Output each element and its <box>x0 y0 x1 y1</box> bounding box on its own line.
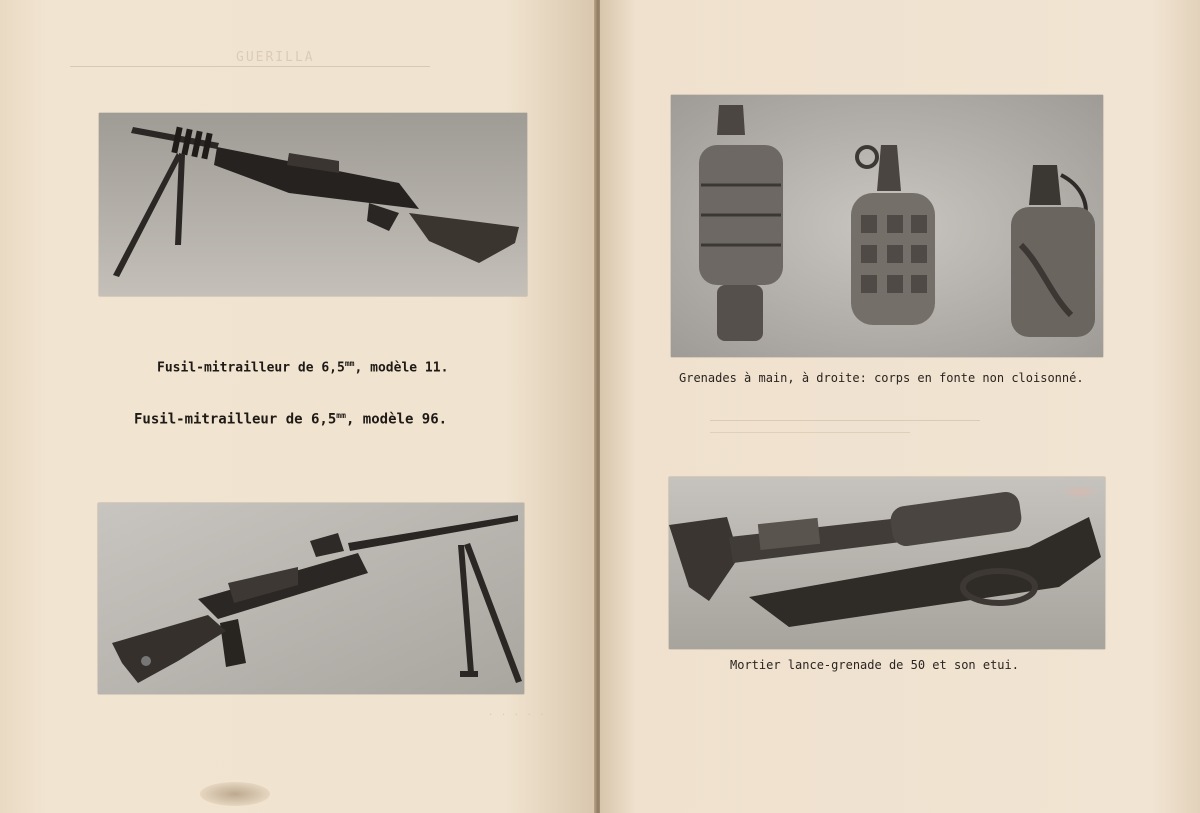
caption-model-96-prefix: Fusil-mitrailleur de 6,5 <box>134 411 337 428</box>
caption-grenades: Grenades à main, à droite: corps en fonte non cloisonné. <box>679 371 1084 385</box>
left-page <box>0 0 596 813</box>
caption-model-11-prefix: Fusil-mitrailleur de 6,5 <box>157 360 345 376</box>
caption-model-96-unit: mm <box>336 411 346 420</box>
grenade-launcher-mortar-photo <box>669 477 1105 649</box>
bleed-line-1 <box>710 420 980 421</box>
caption-model-96 <box>134 411 447 428</box>
caption-model-96-suffix: , modèle 96. <box>345 411 448 428</box>
red-ink-bleed <box>1060 485 1100 499</box>
right-page <box>600 0 1200 813</box>
hand-grenades-photo <box>671 95 1103 357</box>
caption-model-11-suffix: , modèle 11. <box>354 360 449 376</box>
machine-gun-model-11-photo <box>99 113 527 296</box>
caption-mortier: Mortier lance-grenade de 50 et son etui. <box>730 658 1019 672</box>
machine-gun-model-96-photo <box>98 503 524 694</box>
machine-gun-model-11-drawing <box>99 113 527 296</box>
bleed-line-2 <box>710 432 910 433</box>
grenade-launcher-mortar-drawing <box>669 477 1105 649</box>
bleed-marks-lower: . . . . . <box>488 708 546 718</box>
header-rule <box>70 66 430 67</box>
machine-gun-model-96-drawing <box>98 503 524 694</box>
header-bleed-text: GUERILLA <box>236 50 315 65</box>
caption-model-11-unit: mm <box>344 359 355 368</box>
caption-model-11 <box>157 359 448 375</box>
hand-grenades-drawing <box>671 95 1103 357</box>
paper-stain <box>200 782 270 806</box>
